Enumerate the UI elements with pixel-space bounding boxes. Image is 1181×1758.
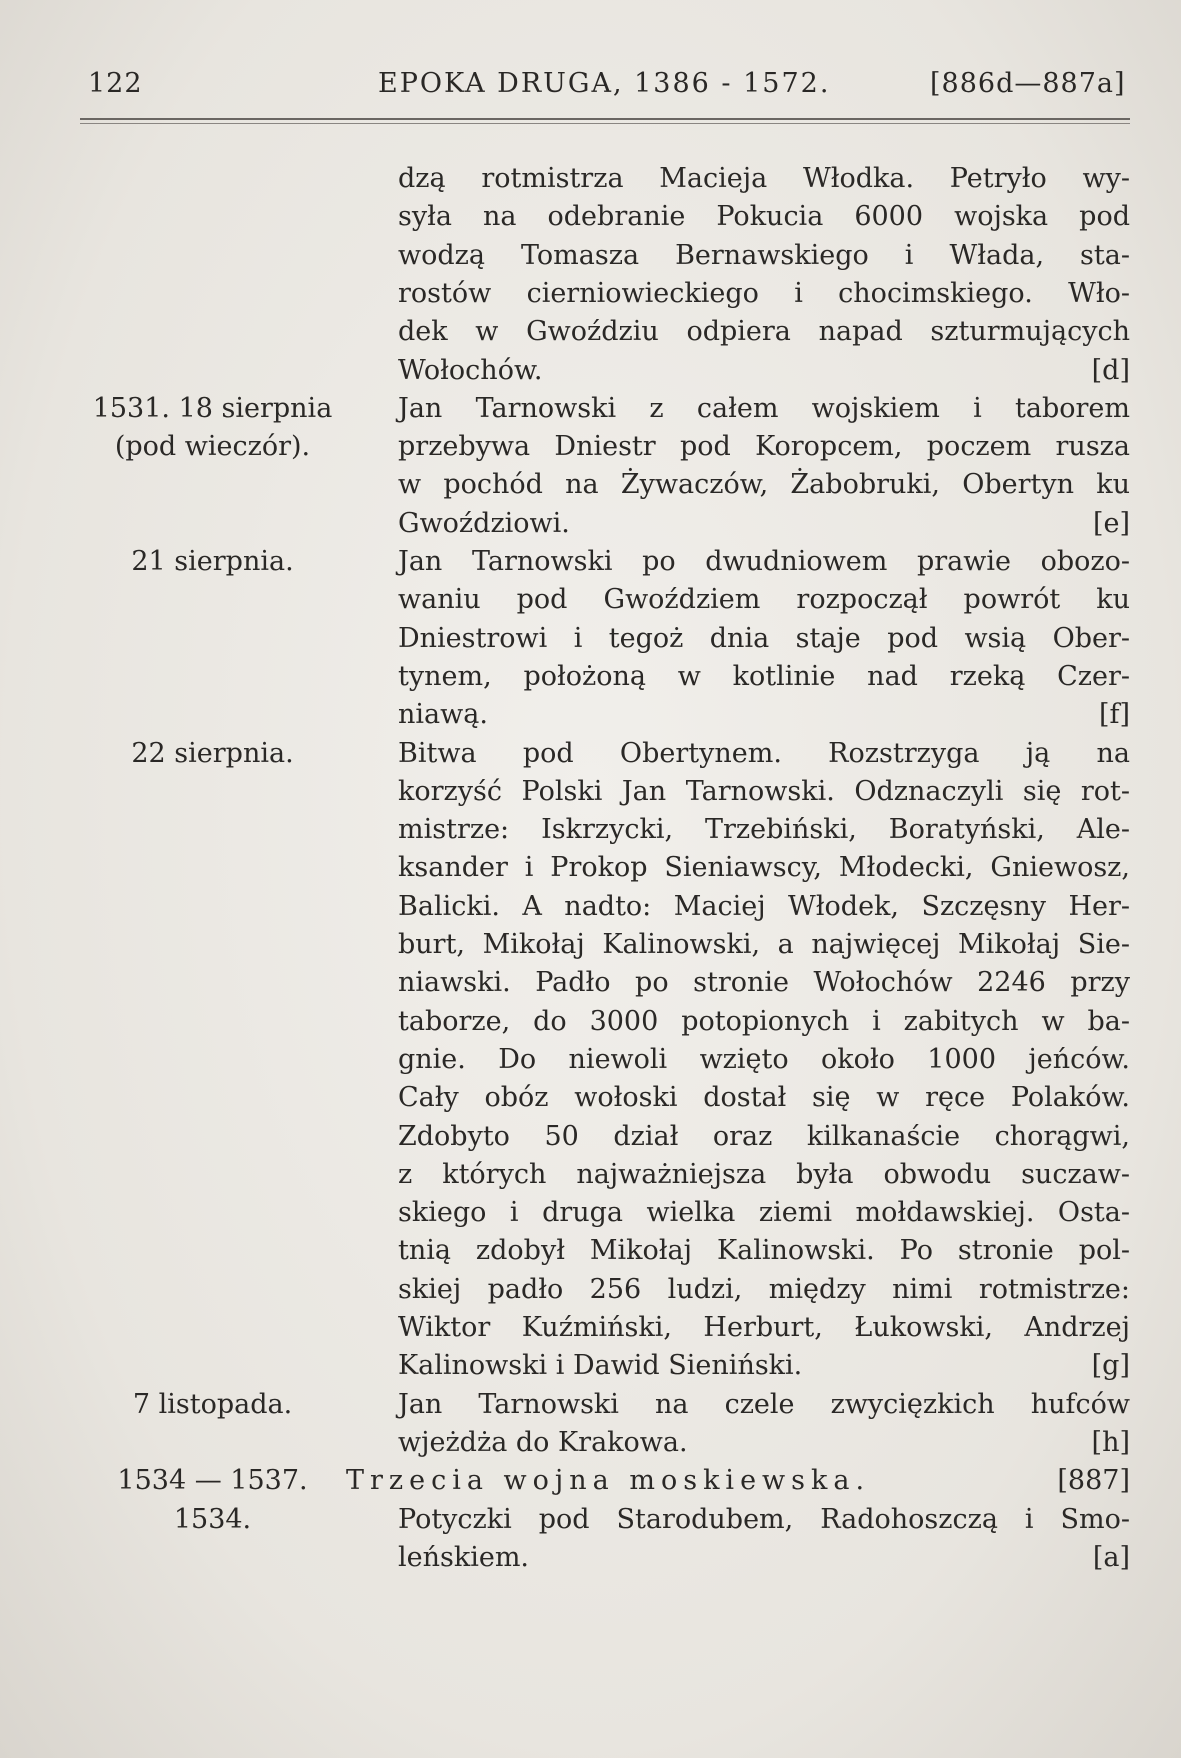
line-text: Zdobyto 50 dział oraz kilkanaście chorągwi,: [398, 1120, 1130, 1152]
line-text: burt, Mikołaj Kalinowski, a najwięcej Mikołaj Sie-: [398, 929, 1130, 960]
text-line: [398, 1194, 1130, 1232]
line-text: dek w Gwoździu odpiera napad szturmujących: [398, 316, 1130, 348]
text-line: [398, 352, 1130, 390]
footnote-marker: [g]: [1091, 1350, 1130, 1382]
line-text: Cały obóz wołoski dostał się w ręce Polaków.: [398, 1082, 1130, 1114]
line-text: taborze, do 3000 potopionych i zabitych w ba-: [398, 1005, 1130, 1037]
text-line: [398, 466, 1130, 504]
text-line: [398, 1424, 1130, 1462]
footnote-marker: [h]: [1091, 1426, 1130, 1458]
running-title: EPOKA DRUGA, 1386 - 1572.: [378, 68, 831, 99]
line-text: skiej padło 256 ludzi, między nimi rotmistrze:: [398, 1273, 1130, 1305]
text-line: [398, 1271, 1130, 1309]
line-text: waniu pod Gwoździem rozpoczął powrót ku: [398, 584, 1130, 616]
line-text: niawski. Padło po stronie Wołochów 2246 przy: [398, 967, 1130, 999]
text-line: [398, 428, 1130, 466]
footnote-marker: [f]: [1098, 699, 1130, 731]
entry-date: 1534.: [173, 1503, 252, 1535]
line-text: Dniestrowi i tegoż dnia staje pod wsią Ober-: [398, 622, 1130, 654]
text-line: [398, 543, 1130, 581]
text-line: [398, 1118, 1130, 1156]
line-text: korzyść Polski Jan Tarnowski. Odznaczyli się rot-: [398, 775, 1130, 807]
text-line: [398, 1003, 1130, 1041]
text-line: [398, 620, 1130, 658]
line-text: z których najważniejsza była obwodu suczaw-: [398, 1158, 1130, 1190]
page-number: 122: [88, 68, 143, 99]
line-text: Kalinowski i Dawid Sieniński.: [398, 1350, 803, 1382]
header-rule-thin: [80, 123, 1130, 124]
line-text: wjeżdża do Krakowa.: [398, 1426, 688, 1458]
text-line: [398, 658, 1130, 696]
line-text: Potyczki pod Starodubem, Radohoszczą i Smo-: [398, 1503, 1130, 1535]
text-line: [398, 735, 1130, 773]
entry-date: 21 sierpnia.: [131, 546, 294, 577]
text-line: [398, 1309, 1130, 1347]
text-line: [398, 1041, 1130, 1079]
text-line: [398, 275, 1130, 313]
line-text: Balicki. A nadto: Maciej Włodek, Szczęsny Her-: [398, 890, 1130, 922]
text-line: [398, 313, 1130, 351]
text-line: [398, 1156, 1130, 1194]
line-text: ksander i Prokop Sieniawscy, Młodecki, Gniewosz,: [398, 852, 1130, 884]
text-line: [398, 390, 1130, 428]
text-line: [398, 505, 1130, 543]
line-text: tnią zdobył Mikołaj Kalinowski. Po stronie pol-: [398, 1235, 1130, 1267]
line-text: Jan Tarnowski z całem wojskiem i taborem: [398, 392, 1130, 424]
line-text: przebywa Dniestr pod Koropcem, poczem rusza: [398, 431, 1130, 463]
text-line: [398, 160, 1130, 198]
entry-date: (pod wieczór).: [114, 431, 311, 463]
line-text: w pochód na Żywaczów, Żabobruki, Obertyn ku: [398, 469, 1130, 501]
text-line: [398, 964, 1130, 1002]
text-line: [398, 696, 1130, 734]
line-text: Bitwa pod Obertynem. Rozstrzyga ją na: [398, 737, 1130, 769]
line-text: rostów cierniowieckiego i chocimskiego. Wło-: [398, 277, 1130, 309]
text-line: [398, 1347, 1130, 1385]
entry-date: 22 sierpnia.: [131, 737, 294, 769]
footnote-marker: [887]: [1057, 1465, 1130, 1497]
line-text: Gwoździowi.: [398, 507, 570, 539]
text-line: [346, 1462, 1130, 1500]
text-line: [398, 237, 1130, 275]
text-line: [398, 849, 1130, 887]
line-text: gnie. Do niewoli wzięto około 1000 jeńców.: [398, 1043, 1130, 1075]
footnote-marker: [a]: [1092, 1541, 1130, 1573]
line-text: dzą rotmistrza Macieja Włodka. Petryło wy-: [398, 163, 1130, 194]
footnote-marker: [d]: [1091, 354, 1130, 386]
running-header: [88, 68, 1128, 108]
line-text: skiego i druga wielka ziemi mołdawskiej. Osta-: [398, 1197, 1130, 1229]
entry-date: 7 listopada.: [132, 1388, 293, 1420]
section-reference: [886d—887a]: [930, 68, 1126, 99]
line-text: syła na odebranie Pokucia 6000 wojska pod: [398, 201, 1130, 233]
text-line: [398, 1501, 1130, 1539]
entry-date: 1534 — 1537.: [117, 1465, 308, 1497]
line-text: Jan Tarnowski po dwudniowem prawie obozo-: [398, 546, 1130, 577]
line-text: wodzą Tomasza Bernawskiego i Włada, sta-: [398, 239, 1130, 271]
text-line: [398, 198, 1130, 236]
line-text: Jan Tarnowski na czele zwycięzkich hufców: [398, 1388, 1130, 1420]
line-text: tynem, położoną w kotlinie nad rzeką Czer-: [398, 660, 1130, 692]
text-line: [398, 1386, 1130, 1424]
line-text: mistrze: Iskrzycki, Trzebiński, Boratyński, Ale-: [398, 814, 1130, 846]
text-line: [398, 1232, 1130, 1270]
entry-date: 1531. 18 sierpnia: [92, 392, 333, 424]
header-rule: [80, 118, 1130, 120]
text-line: [398, 811, 1130, 849]
text-line: [398, 888, 1130, 926]
text-line: [398, 1079, 1130, 1117]
line-text: Wiktor Kuźmiński, Herburt, Łukowski, Andrzej: [398, 1312, 1130, 1343]
line-text: niawą.: [398, 699, 488, 731]
line-text: leńskiem.: [398, 1541, 530, 1573]
text-line: [398, 1539, 1130, 1577]
line-text: Wołochów.: [398, 354, 543, 386]
text-line: [398, 773, 1130, 811]
text-line: [398, 581, 1130, 619]
text-line: [398, 926, 1130, 964]
line-text: Trzecia wojna moskiewska.: [346, 1465, 871, 1497]
footnote-marker: [e]: [1092, 507, 1130, 539]
